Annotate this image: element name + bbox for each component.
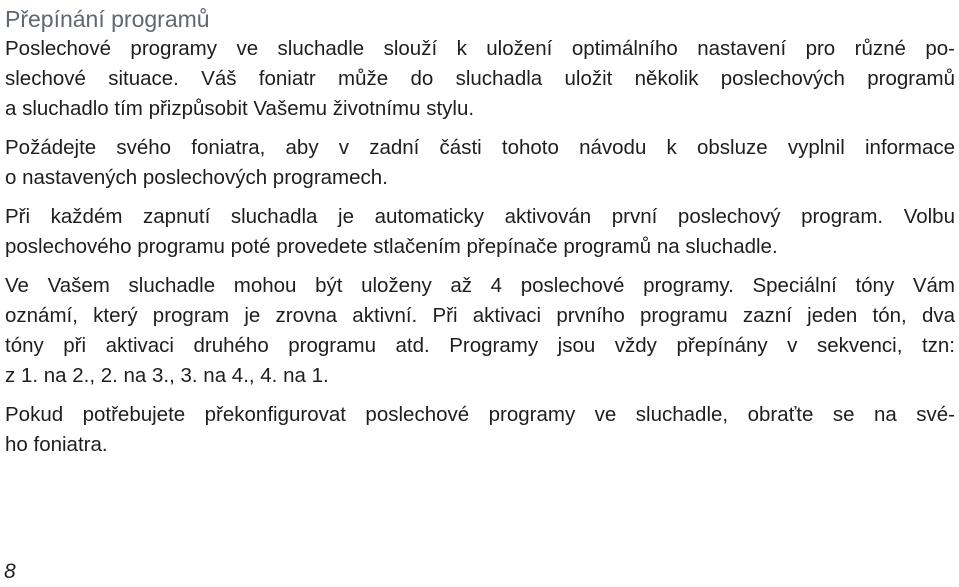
text-line: Pokud potřebujete překonfigurovat poslechové programy ve sluchadle, obraťte se na své- [5,403,955,426]
text-line: Ve Vašem sluchadle mohou být uloženy až 4 poslechové programy. Speciální tóny Vám [5,274,955,297]
text-line: Při každém zapnutí sluchadla je automaticky aktivován první poslechový program. Volbu [5,205,955,228]
text-line: o nastavených poslechových programech. [5,166,388,189]
paragraph-program-selection [5,202,955,262]
paragraph-intro [5,34,955,124]
text-line: Požádejte svého foniatra, aby v zadní části tohoto návodu k obsluze vyplnil informace [5,136,955,159]
paragraph-program-tones [5,271,955,391]
page-number: 8 [4,560,16,583]
text-line: oznámí, který program je zrovna aktivní. Při aktivaci prvního programu zazní jeden tón, dva [5,304,955,327]
text-line: poslechového programu poté provedete stlačením přepínače programů na sluchadle. [5,235,778,258]
text-line: a sluchadlo tím přizpůsobit Vašemu životnímu stylu. [5,97,475,120]
paragraph-reconfigure [5,400,955,460]
text-line: z 1. na 2., 2. na 3., 3. na 4., 4. na 1. [5,364,329,387]
document-page [5,4,955,469]
text-line: tóny při aktivaci druhého programu atd. Programy jsou vždy přepínány v sekvenci, tzn: [5,334,955,357]
text-line: ho foniatra. [5,433,108,456]
text-line: slechové situace. Váš foniatr může do sluchadla uložit několik poslechových programů [5,67,955,90]
section-title: Přepínání programů [5,6,210,32]
paragraph-ask-audiologist [5,133,955,193]
text-line: Poslechové programy ve sluchadle slouží k uložení optimálního nastavení pro různé po- [5,37,955,60]
